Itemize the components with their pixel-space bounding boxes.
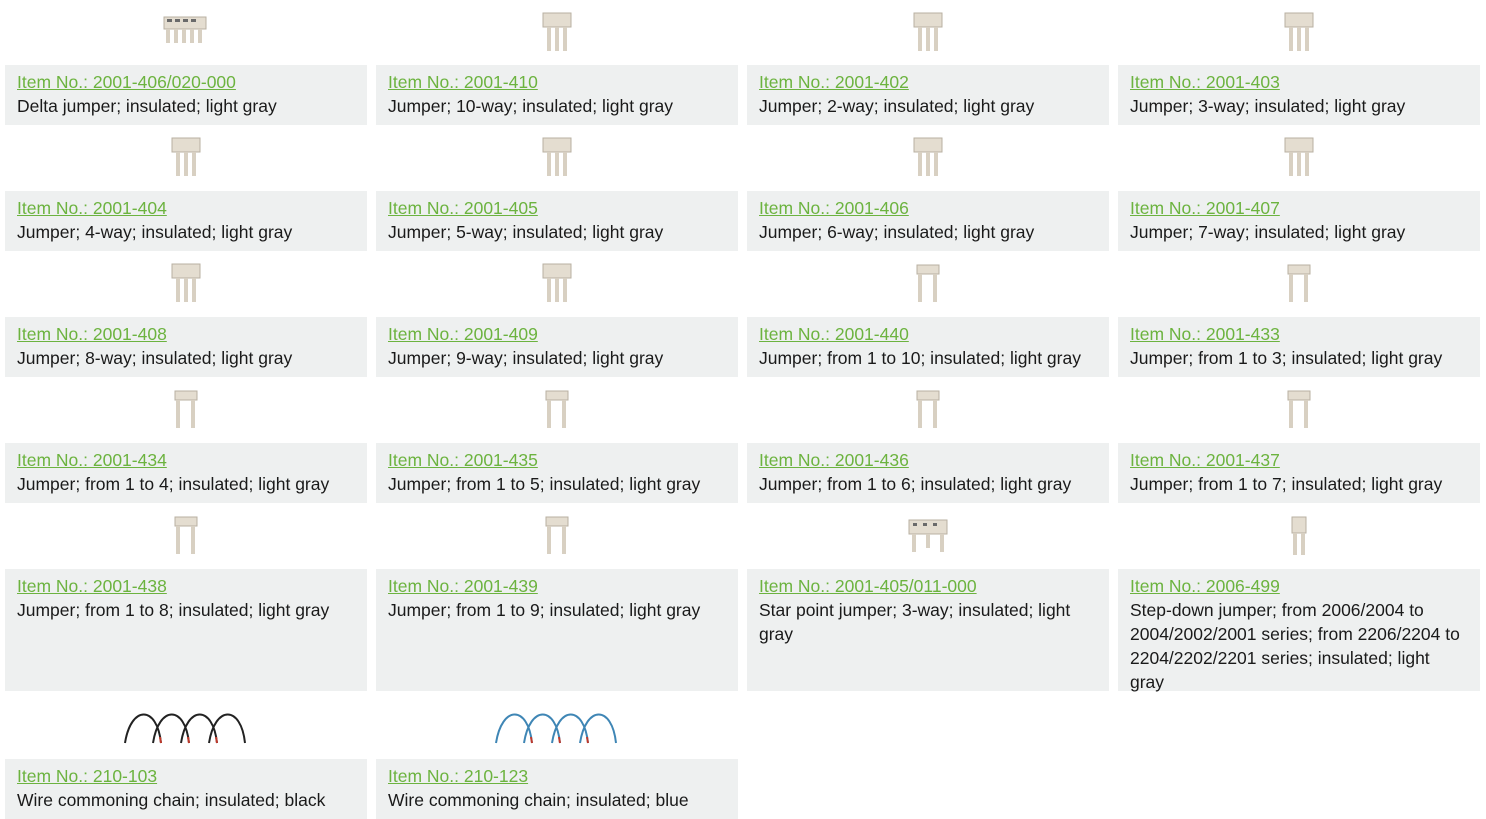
item-number-link[interactable]: Item No.: 2006-499 <box>1130 576 1280 596</box>
product-card <box>5 503 367 691</box>
item-number-link[interactable]: Item No.: 2001-407 <box>1130 198 1280 218</box>
product-card <box>1118 0 1480 125</box>
product-description: Jumper; 8-way; insulated; light gray <box>17 348 293 368</box>
bridge-jumper-icon <box>1288 391 1310 428</box>
jumper-image[interactable] <box>747 377 1109 443</box>
bridge-jumper-icon <box>917 391 939 428</box>
product-description: Jumper; from 1 to 8; insulated; light gray <box>17 600 330 620</box>
item-number-link[interactable]: Item No.: 2001-438 <box>17 576 167 596</box>
product-row <box>5 503 1483 691</box>
comb-jumper-icon <box>914 138 942 176</box>
product-description: Delta jumper; insulated; light gray <box>17 96 277 116</box>
product-card <box>747 0 1109 125</box>
item-number-link[interactable]: Item No.: 2001-436 <box>759 450 909 470</box>
jumper-image[interactable] <box>1118 0 1480 65</box>
jumper-image[interactable] <box>1118 377 1480 443</box>
item-number-link[interactable]: Item No.: 2001-439 <box>388 576 538 596</box>
product-card <box>5 251 367 377</box>
bridge-jumper-icon <box>175 517 197 554</box>
product-card <box>747 251 1109 377</box>
product-card <box>5 0 367 125</box>
bridge-jumper-icon <box>546 391 568 428</box>
product-card <box>1118 503 1480 691</box>
product-card <box>5 691 367 819</box>
product-card <box>376 377 738 503</box>
product-description: Jumper; 4-way; insulated; light gray <box>17 222 293 242</box>
product-description: Jumper; 3-way; insulated; light gray <box>1130 96 1406 116</box>
comb-jumper-icon <box>914 13 942 51</box>
jumper-image[interactable] <box>1118 125 1480 191</box>
product-card <box>5 377 367 503</box>
jumper-image[interactable] <box>376 251 738 317</box>
item-number-link[interactable]: Item No.: 2001-402 <box>759 72 909 92</box>
item-number-link[interactable]: Item No.: 2001-437 <box>1130 450 1280 470</box>
star-jumper-image[interactable] <box>747 503 1109 569</box>
comb-jumper-icon <box>543 13 571 51</box>
comb-jumper-icon <box>172 138 200 176</box>
item-number-link[interactable]: Item No.: 2001-440 <box>759 324 909 344</box>
bridge-jumper-icon <box>917 265 939 302</box>
product-description: Jumper; 9-way; insulated; light gray <box>388 348 664 368</box>
item-number-link[interactable]: Item No.: 2001-433 <box>1130 324 1280 344</box>
product-grid <box>5 0 1483 819</box>
product-card <box>376 0 738 125</box>
item-number-link[interactable]: Item No.: 2001-409 <box>388 324 538 344</box>
product-card <box>376 503 738 691</box>
product-row <box>5 691 1483 819</box>
item-number-link[interactable]: Item No.: 2001-435 <box>388 450 538 470</box>
wire-chain-blue-icon <box>496 715 616 744</box>
product-card <box>376 251 738 377</box>
wire-chain-image[interactable] <box>5 691 367 759</box>
product-card <box>747 503 1109 691</box>
product-card <box>376 125 738 251</box>
step-down-jumper-icon <box>1292 517 1306 555</box>
product-card <box>1118 251 1480 377</box>
product-card <box>5 125 367 251</box>
item-number-link[interactable]: Item No.: 2001-405 <box>388 198 538 218</box>
jumper-image[interactable] <box>747 251 1109 317</box>
jumper-image[interactable] <box>5 125 367 191</box>
product-row <box>5 125 1483 251</box>
product-description: Star point jumper; 3-way; insulated; light gray <box>759 600 1071 644</box>
product-row <box>5 251 1483 377</box>
product-description: Jumper; from 1 to 5; insulated; light gray <box>388 474 701 494</box>
product-card <box>1118 377 1480 503</box>
product-description: Step-down jumper; from 2006/2004 to 2004/2002/2001 series; from 2206/2204 to 2204/2202/2201 series; insulated; light gray <box>1130 600 1460 692</box>
product-description: Wire commoning chain; insulated; black <box>17 790 326 810</box>
product-card <box>1118 125 1480 251</box>
jumper-image[interactable] <box>376 0 738 65</box>
step-down-jumper-image[interactable] <box>1118 503 1480 569</box>
bridge-jumper-icon <box>175 391 197 428</box>
jumper-image[interactable] <box>376 377 738 443</box>
product-description: Jumper; from 1 to 7; insulated; light gray <box>1130 474 1443 494</box>
wire-chain-image[interactable] <box>376 691 738 759</box>
comb-jumper-icon <box>1285 138 1313 176</box>
comb-jumper-icon <box>543 138 571 176</box>
jumper-image[interactable] <box>1118 251 1480 317</box>
product-description: Jumper; from 1 to 4; insulated; light gray <box>17 474 330 494</box>
product-description: Wire commoning chain; insulated; blue <box>388 790 689 810</box>
bridge-jumper-icon <box>1288 265 1310 302</box>
item-number-link[interactable]: Item No.: 210-103 <box>17 766 158 786</box>
product-description: Jumper; 6-way; insulated; light gray <box>759 222 1035 242</box>
jumper-image[interactable] <box>5 377 367 443</box>
wire-chain-black-icon <box>125 715 245 744</box>
jumper-image[interactable] <box>376 503 738 569</box>
product-description: Jumper; 7-way; insulated; light gray <box>1130 222 1406 242</box>
product-card <box>747 125 1109 251</box>
product-row <box>5 377 1483 503</box>
comb-jumper-icon <box>172 264 200 302</box>
item-number-link[interactable]: Item No.: 2001-405/011-000 <box>759 576 977 596</box>
jumper-image[interactable] <box>747 0 1109 65</box>
product-card <box>376 691 738 819</box>
item-number-link[interactable]: Item No.: 2001-404 <box>17 198 167 218</box>
product-description: Jumper; from 1 to 9; insulated; light gray <box>388 600 701 620</box>
bridge-jumper-icon <box>546 517 568 554</box>
comb-jumper-icon <box>1285 13 1313 51</box>
item-number-link[interactable]: Item No.: 2001-406/020-000 <box>17 72 236 92</box>
item-number-link[interactable]: Item No.: 2001-406 <box>759 198 909 218</box>
delta-jumper-icon <box>164 17 206 43</box>
product-description: Jumper; from 1 to 10; insulated; light gray <box>759 348 1081 368</box>
jumper-image[interactable] <box>376 125 738 191</box>
jumper-image[interactable] <box>747 125 1109 191</box>
product-description: Jumper; from 1 to 3; insulated; light gray <box>1130 348 1443 368</box>
product-card <box>747 377 1109 503</box>
item-number-link[interactable]: Item No.: 2001-434 <box>17 450 167 470</box>
jumper-image[interactable] <box>5 251 367 317</box>
delta-jumper-image[interactable] <box>5 0 367 65</box>
jumper-image[interactable] <box>5 503 367 569</box>
star-jumper-icon <box>909 520 947 552</box>
item-number-link[interactable]: Item No.: 2001-403 <box>1130 72 1280 92</box>
product-row <box>5 0 1483 125</box>
comb-jumper-icon <box>543 264 571 302</box>
item-number-link[interactable]: Item No.: 2001-408 <box>17 324 167 344</box>
item-number-link[interactable]: Item No.: 210-123 <box>388 766 529 786</box>
product-description: Jumper; 5-way; insulated; light gray <box>388 222 664 242</box>
product-description: Jumper; 2-way; insulated; light gray <box>759 96 1035 116</box>
product-description: Jumper; 10-way; insulated; light gray <box>388 96 673 116</box>
item-number-link[interactable]: Item No.: 2001-410 <box>388 72 538 92</box>
product-description: Jumper; from 1 to 6; insulated; light gray <box>759 474 1072 494</box>
